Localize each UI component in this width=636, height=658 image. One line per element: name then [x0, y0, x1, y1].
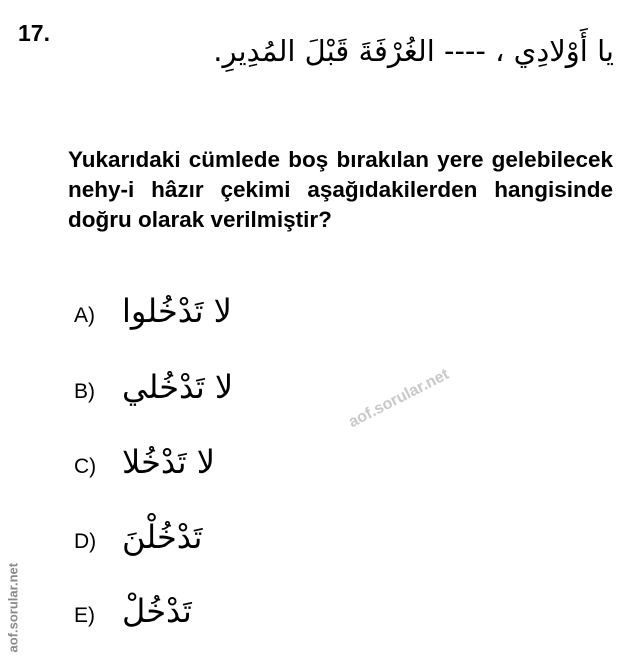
option-arabic: لا تَدْخُلوا — [122, 292, 232, 330]
option-arabic: تَدْخُلْنَ — [122, 518, 203, 556]
option-label: B) — [74, 380, 95, 403]
option-arabic: لا تَدْخُلا — [122, 443, 215, 481]
option-label: E) — [74, 604, 95, 627]
option-d[interactable] — [74, 518, 294, 568]
arabic-sentence: يا أَوْلادِي ، ---- الغُرْفَةَ قَبْلَ المُدِيرِ. — [213, 34, 614, 68]
option-c[interactable] — [74, 443, 294, 493]
question-text: Yukarıdaki cümlede boş bırakılan yere gelebilecek nehy-i hâzır çekimi aşağıdakilerden hangisinde doğru olarak verilmiştir? — [68, 147, 613, 232]
option-arabic: لا تَدْخُلي — [122, 368, 234, 406]
side-watermark: aof.sorular.net — [5, 562, 21, 653]
option-label: C) — [74, 455, 97, 478]
option-label: D) — [74, 530, 97, 553]
option-b[interactable] — [74, 368, 294, 418]
question-number: 17. — [18, 20, 50, 46]
watermark: aof.sorular.net — [345, 365, 452, 432]
option-a[interactable] — [74, 292, 294, 342]
option-e[interactable] — [74, 592, 294, 642]
option-label: A) — [74, 304, 95, 327]
option-arabic: تَدْخُلْ — [122, 592, 192, 630]
